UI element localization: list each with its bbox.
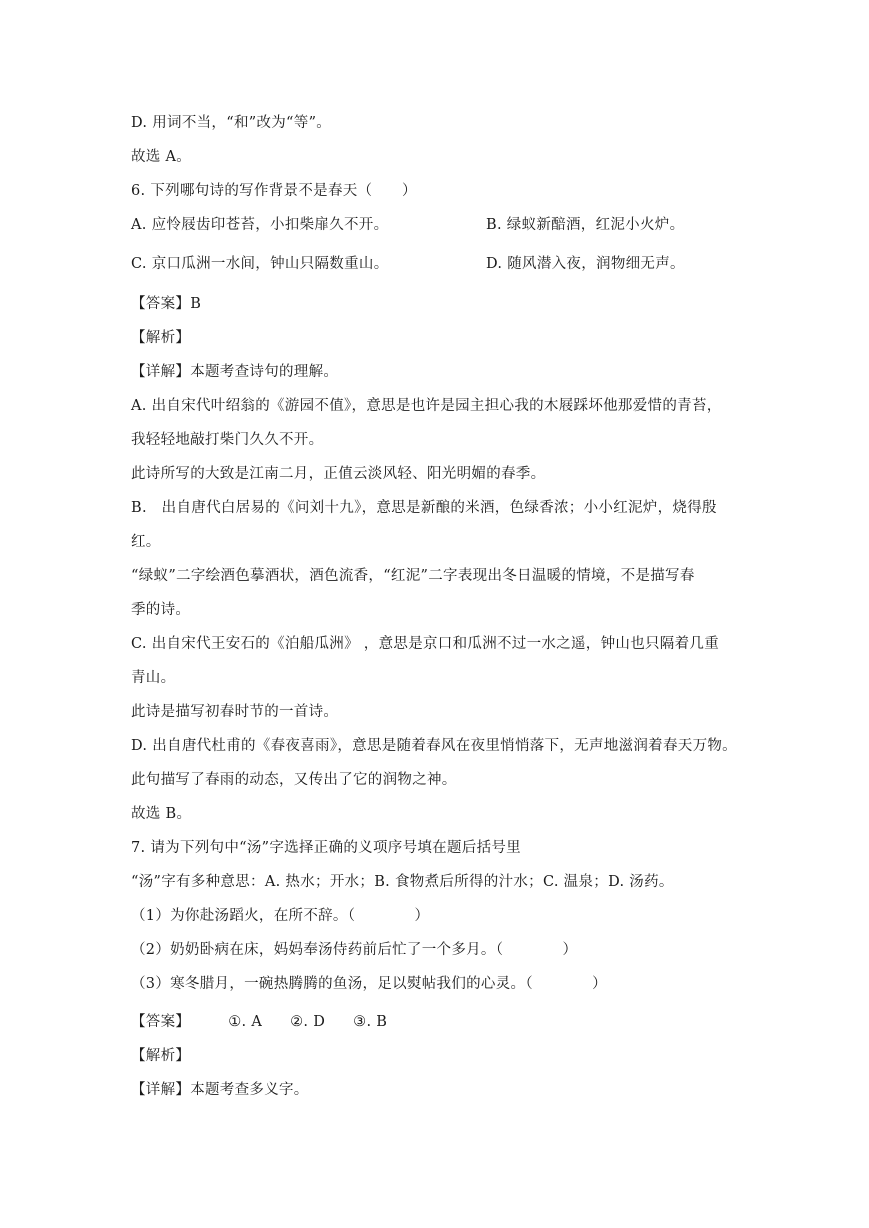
question-7-meanings: “汤”字有多种意思：A. 热水；开水；B. 食物煮后所得的汁水；C. 温泉；D. 汤药。 [131,874,674,890]
detail-a-line2: 我轻轻地敲打柴门久久不开。 [131,432,324,448]
option-b: B. 绿蚁新醅酒，红泥小火炉。 [486,217,685,233]
question-7-item-3: （3）寒冬腊月，一碗热腾腾的鱼汤，足以熨帖我们的心灵。（ ） [131,976,607,992]
answer-choice-line: 故选 A。 [131,149,192,165]
question-7-item-2: （2）奶奶卧病在床，妈妈奉汤侍药前后忙了一个多月。（ ） [131,942,578,958]
answer-item-1: ①. A [228,1014,263,1030]
answer-item-2: ②. D [290,1014,326,1030]
answer-label-7: 【答案】 [131,1014,191,1030]
analysis-label: 【解析】 [131,330,191,346]
answer-item-3: ③. B [353,1014,388,1030]
detail-a-line3: 此诗所写的大致是江南二月，正值云淡风轻、阳光明媚的春季。 [131,466,546,482]
detail-b-line3: “绿蚁”二字绘酒色摹酒状，酒色流香，“红泥”二字表现出冬日温暖的情境，不是描写春 [131,568,695,584]
analysis-label-7: 【解析】 [131,1048,191,1064]
detail-c-line1: C. 出自宋代王安石的《泊船瓜洲》 ，意思是京口和瓜洲不过一水之遥，钟山也只隔着几重 [131,636,720,652]
detail-b-line2: 红。 [131,534,161,550]
question-6: 6. 下列哪句诗的写作背景不是春天（ ） [131,183,417,199]
option-d-explanation: D. 用词不当，“和”改为“等”。 [131,115,332,131]
detail-d-line2: 此句描写了春雨的动态，又传出了它的润物之神。 [131,772,457,788]
question-7-item-1: （1）为你赴汤蹈火，在所不辞。（ ） [131,908,430,924]
detail-c-line3: 此诗是描写初春时节的一首诗。 [131,704,339,720]
detail-b-line4: 季的诗。 [131,602,191,618]
option-c: C. 京口瓜洲一水间，钟山只隔数重山。 [131,256,389,272]
answer-choice-line-2: 故选 B。 [131,806,192,822]
detail-b-line1: B. 出自唐代白居易的《问刘十九》，意思是新酿的米酒，色绿香浓；小小红泥炉，烧得殷 [131,500,717,516]
detail-intro: 【详解】本题考查诗句的理解。 [131,364,339,380]
detail-d-line1: D. 出自唐代杜甫的《春夜喜雨》，意思是随着春风在夜里悄悄落下，无声地滋润着春天万物。 [131,738,737,754]
answer-label: 【答案】B [131,296,202,312]
answer-row-7 [131,1012,743,1032]
detail-a-line1: A. 出自宋代叶绍翁的《游园不值》，意思是也许是园主担心我的木屐踩坏他那爱惜的青苔， [131,398,722,414]
detail-intro-7: 【详解】本题考查多义字。 [131,1082,309,1098]
detail-c-line2: 青山。 [131,670,176,686]
option-d: D. 随风潜入夜，润物细无声。 [486,256,685,272]
question-7: 7. 请为下列句中“汤”字选择正确的义项序号填在题后括号里 [131,840,521,856]
option-a: A. 应怜屐齿印苍苔，小扣柴扉久不开。 [131,217,389,233]
